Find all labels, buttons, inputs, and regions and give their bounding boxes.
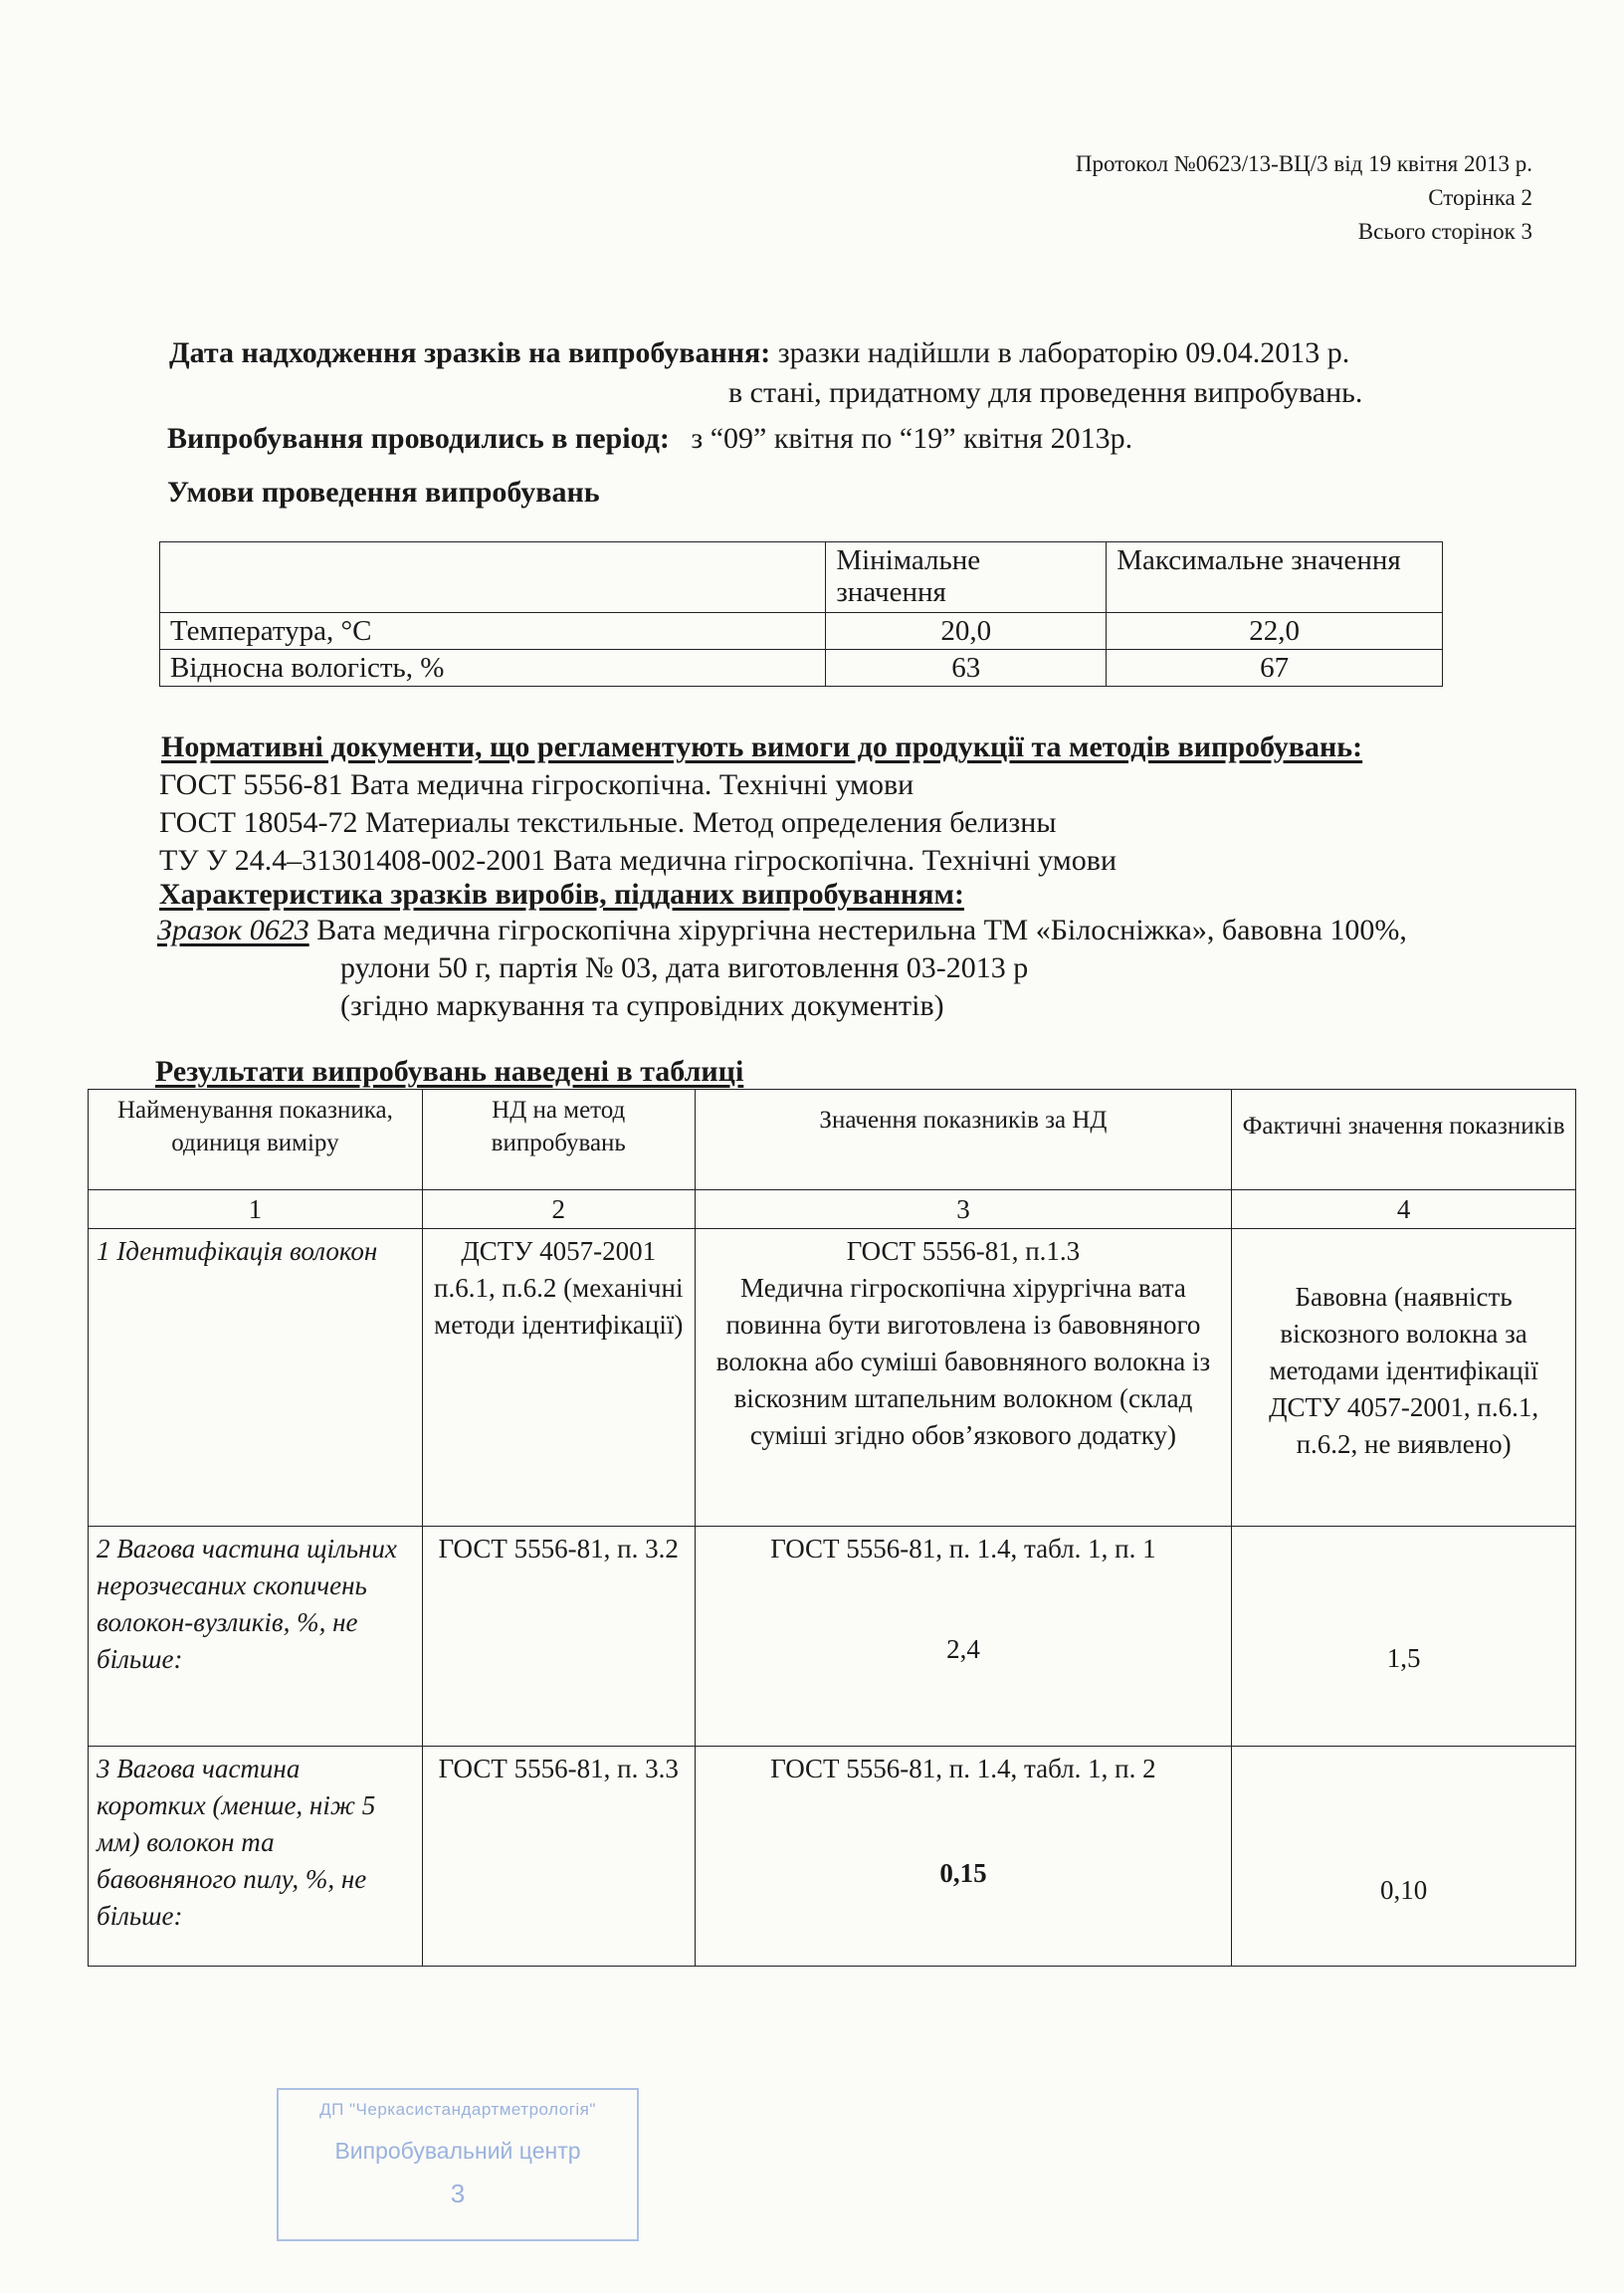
conditions-header-row bbox=[160, 542, 1443, 613]
protocol-number: Протокол №0623/13-ВЦ/3 від 19 квітня 2013 р. bbox=[1075, 151, 1532, 176]
conditions-param: Температура, °С bbox=[160, 613, 826, 650]
column-number: 3 bbox=[695, 1190, 1232, 1229]
receipt-label: Дата надходження зразків на випробування: bbox=[169, 336, 771, 369]
period-label: Випробування проводились в період: bbox=[167, 422, 670, 455]
total-pages: Всього сторінок 3 bbox=[1357, 219, 1532, 244]
column-number: 1 bbox=[89, 1190, 423, 1229]
results-header-name: Найменування показника, одиниця виміру bbox=[89, 1090, 423, 1190]
nd-cell bbox=[695, 1229, 1232, 1527]
document-header bbox=[1076, 147, 1532, 249]
results-header-method: НД на метод випробувань bbox=[422, 1090, 695, 1190]
indicator-name: 3 Вагова частина коротких (менше, ніж 5 мм) волокон та бавовняного пилу, %, не більше: bbox=[89, 1747, 423, 1967]
results-header-row bbox=[89, 1090, 1576, 1190]
laboratory-stamp bbox=[277, 2088, 639, 2241]
norm-doc-item: ГОСТ 5556-81 Вата медична гігроскопічна. Технічні умови bbox=[159, 768, 914, 801]
nd-reference: ГОСТ 5556-81, п. 1.4, табл. 1, п. 2 bbox=[770, 1754, 1156, 1783]
results-row bbox=[89, 1747, 1576, 1967]
actual-value: Бавовна (наявність віскозного волокна за методами ідентифікації ДСТУ 4057-2001, п.6.1, п.6.2, не виявлено) bbox=[1232, 1229, 1576, 1527]
period-line bbox=[167, 422, 1132, 456]
conditions-max-header: Максимальне значення bbox=[1107, 542, 1443, 613]
results-header-nd: Значення показників за НД bbox=[695, 1090, 1232, 1190]
actual-value: 0,10 bbox=[1232, 1747, 1576, 1967]
nd-cell bbox=[695, 1747, 1232, 1967]
receipt-value: зразки надійшли в лабораторію 09.04.2013 р. bbox=[777, 336, 1350, 369]
actual-value: 1,5 bbox=[1232, 1527, 1576, 1747]
indicator-name: 2 Вагова частина щільних нерозчесаних скопичень волокон-вузликів, %, не більше: bbox=[89, 1527, 423, 1747]
column-number: 2 bbox=[422, 1190, 695, 1229]
conditions-min: 63 bbox=[826, 650, 1107, 687]
nd-reference: ГОСТ 5556-81, п.1.3 bbox=[846, 1236, 1081, 1266]
stamp-number: 3 bbox=[450, 2179, 466, 2208]
conditions-min-header: Мінімальне значення bbox=[826, 542, 1107, 613]
test-method: ДСТУ 4057-2001 п.6.1, п.6.2 (механічні методи ідентифікації) bbox=[422, 1229, 695, 1527]
conditions-max: 67 bbox=[1107, 650, 1443, 687]
receipt-line bbox=[169, 336, 1349, 370]
norm-doc-item: ТУ У 24.4–31301408-002-2001 Вата медична гігроскопічна. Технічні умови bbox=[159, 844, 1116, 877]
conditions-row bbox=[160, 650, 1443, 687]
norm-docs-title: Нормативні документи, що регламентують вимоги до продукції та методів випробувань: bbox=[161, 730, 1363, 763]
samples-title: Характеристика зразків виробів, підданих випробуванням: bbox=[159, 878, 964, 911]
sample-line-3: (згідно маркування та супровідних документів) bbox=[340, 989, 944, 1022]
conditions-table bbox=[159, 541, 1443, 687]
column-number: 4 bbox=[1232, 1190, 1576, 1229]
stamp-org: ДП "Черкасистандартметрологія" bbox=[319, 2100, 596, 2119]
conditions-max: 22,0 bbox=[1107, 613, 1443, 650]
results-row bbox=[89, 1229, 1576, 1527]
conditions-param: Відносна вологість, % bbox=[160, 650, 826, 687]
sample-label: Зразок 0623 bbox=[157, 914, 309, 946]
period-value: з “09” квітня по “19” квітня 2013р. bbox=[691, 422, 1133, 455]
nd-value: 0,15 bbox=[939, 1858, 987, 1888]
results-header-actual: Фактичні значення показників bbox=[1232, 1090, 1576, 1190]
page-number: Сторінка 2 bbox=[1428, 185, 1532, 210]
test-method: ГОСТ 5556-81, п. 3.3 bbox=[422, 1747, 695, 1967]
nd-value: 2,4 bbox=[946, 1634, 980, 1664]
results-row bbox=[89, 1527, 1576, 1747]
results-title: Результати випробувань наведені в таблиці bbox=[155, 1055, 744, 1088]
sample-line-2: рулони 50 г, партія № 03, дата виготовлення 03-2013 р bbox=[340, 951, 1029, 984]
nd-value: Медична гігроскопічна хірургічна вата повинна бути виготовлена із бавовняного волокна або суміші бавовняного волокна із віскозним штапельним волокном (склад суміші згідно обов’язкового додатку) bbox=[715, 1273, 1211, 1450]
nd-cell bbox=[695, 1527, 1232, 1747]
sample-description: Вата медична гігроскопічна хірургічна нестерильна ТМ «Білосніжка», бавовна 100%, bbox=[316, 914, 1407, 946]
test-method: ГОСТ 5556-81, п. 3.2 bbox=[422, 1527, 695, 1747]
conditions-min: 20,0 bbox=[826, 613, 1107, 650]
results-number-row bbox=[89, 1190, 1576, 1229]
receipt-value-2: в стані, придатному для проведення випробувань. bbox=[728, 376, 1363, 409]
conditions-blank-cell bbox=[160, 542, 826, 613]
norm-doc-item: ГОСТ 18054-72 Материалы текстильные. Метод определения белизны bbox=[159, 806, 1057, 839]
conditions-row bbox=[160, 613, 1443, 650]
sample-line bbox=[157, 914, 1407, 947]
stamp-center: Випробувальний центр bbox=[334, 2138, 581, 2164]
results-table bbox=[88, 1089, 1576, 1967]
indicator-name: 1 Ідентифікація волокон bbox=[89, 1229, 423, 1527]
nd-reference: ГОСТ 5556-81, п. 1.4, табл. 1, п. 1 bbox=[770, 1534, 1156, 1563]
conditions-title: Умови проведення випробувань bbox=[167, 476, 600, 509]
